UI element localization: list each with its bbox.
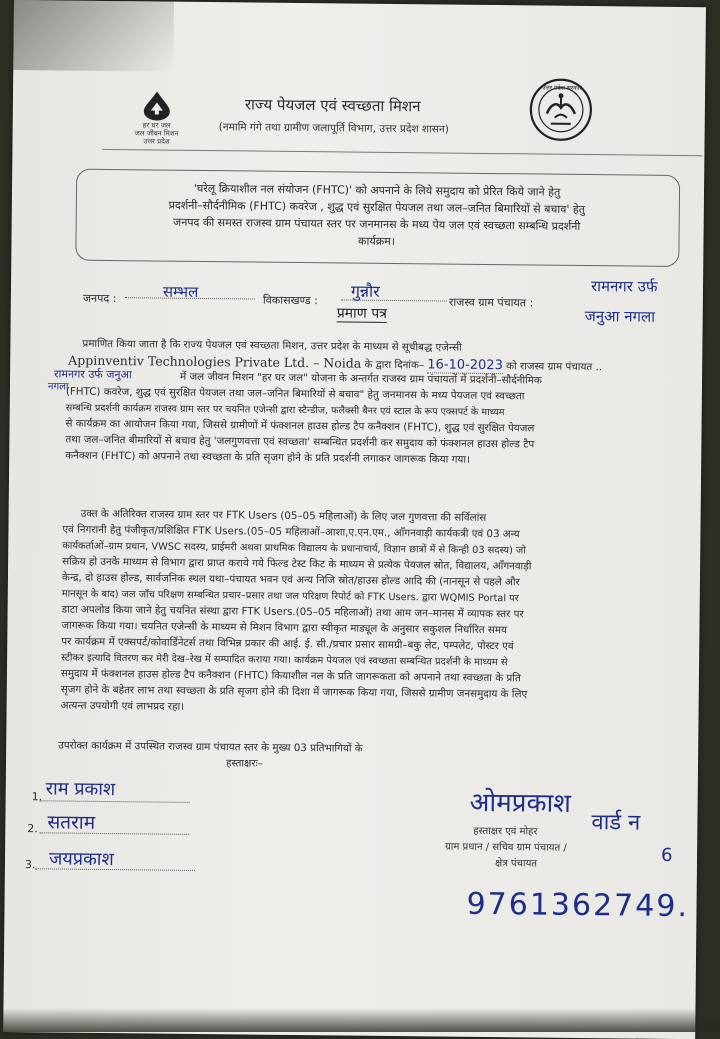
para2-line: जागरूक किया गया। चयनित एजेन्सी के माध्यम से मिशन विभाग द्वारा स्वीकृत माड्यूल के अनुसार सकुशल निर्धारित समय	[61, 619, 681, 641]
participants-intro-2: हस्ताक्षरः–	[226, 756, 263, 772]
ward-number: 6	[661, 845, 673, 866]
phone-number: 9761362749.	[466, 887, 689, 924]
para2-line: मानसून के बाद) जल जाँच परिक्षण सम्बन्धित प्रचार–प्रसार तथा जल परिक्षण रिपोर्ट को FTK Users. द्वारा WQMIS Portal पर	[62, 587, 682, 609]
district-label: जनपद :	[83, 291, 117, 306]
box-line: 'घरेलू क्रियाशील नल संयोजन (FHTC)' को अपनाने के लिये समुदाय को प्रेरित किये जाने हेतु	[86, 179, 668, 202]
block-label: विकासखण्ड :	[263, 293, 318, 309]
block-value: गुन्नौर	[351, 280, 380, 302]
logo-caption-1: हर घर जल	[121, 121, 193, 130]
para2-line: समुदाय में फंक्शनल हाउस होल्ड टैप कनैक्शन (FHTC) कियाशील नल के प्रति जागरूकता को अपनाने तथा स्वच्छता के प्रति	[61, 667, 681, 689]
para2-line: एवं निगरानी हेतु पंजीकृत/प्रशिक्षित FTK Users.(05–05 महिलाओं–आशा,ए.एन.एम., आँगनवाड़ी कार्यकत्री एवं 03 अन्य	[62, 523, 682, 545]
para2-line: केन्द्र, दो हाउस होल्ड, सार्वजनिक स्थल यथा–पंचायत भवन एवं अन्य निजि स्रोत/हाउस होल्ड आदि की (नानसून से पहले और	[62, 571, 682, 593]
photo-shadow	[13, 0, 174, 72]
para2-line: सृजग होने के बहेतर लाभ तथा स्वच्छता के प्रति सृजग होने की दिशा में जागरूक किया गया, जिससे ग्रामीण जनसमुदाय के लिए	[61, 683, 681, 705]
para1-line6: से कार्यक्रम का आयोजन किया गया, जिससे ग्रामीणों में फंक्शनल हाउस होल्ड टैप कनैक्शन (FHTC), शुद्ध एवं सुरक्षित पेयजल	[65, 417, 685, 439]
signature-designation: ग्राम प्रधान / सचिव ग्राम पंचायत /	[445, 839, 567, 854]
har-ghar-jal-logo	[120, 89, 193, 146]
para1-date-label: के द्वारा दिनांक–	[364, 359, 424, 372]
mission-title: राज्य पेयजल एवं स्वच्छता मिशन	[245, 94, 421, 116]
para1-line8: कनैक्शन (FHTC) को अपनाने तथा स्वच्छता के प्रति सृजग होने के प्रति प्रदर्शनी लगाकर जागरूक किया गया।	[65, 449, 685, 471]
event-date: 16-10-2023	[427, 357, 503, 374]
participant-1-signature: राम प्रकाश	[46, 776, 116, 801]
logo-caption-2: जल जीवन मिशन	[121, 129, 193, 138]
up-government-emblem	[529, 77, 594, 146]
logo-caption-3: उत्तर प्रदेश	[120, 137, 192, 146]
header-divider	[102, 149, 702, 156]
para1-line5: सम्बन्धि प्रदर्शनी कार्यक्रम राजस्व ग्राम स्तर पर चयनित एजेन्सी द्वारा स्टैन्डीज, फलैक्सी बैनर एवं स्टाल के रूप एक्सपर्ट के माध्यम	[66, 401, 686, 423]
mission-subtitle: (नमामि गंगे तथा ग्रामीण जलापूर्ति विभाग, उत्तर प्रदेश शासन)	[219, 120, 449, 136]
gram-panchayat-value: रामनगर उर्फ	[591, 276, 658, 297]
participant-num: 3.	[25, 858, 36, 871]
box-line: जनपद की समस्त राजस्व ग्राम पंचायत स्तर पर जनमानस के मध्य पेय जल एवं स्वच्छता सम्बन्धि प्रदर्शनी	[86, 213, 668, 236]
para2-line: उक्त के अतिरिक्त राजस्व ग्राम स्तर पर FTK Users (05–05 महिलाओं) के लिए जल गुणवत्ता की सर्विलांस	[81, 507, 681, 529]
signature-label: हस्ताक्षर एवं मोहर	[473, 823, 537, 838]
program-title-text	[85, 179, 668, 253]
para1-line7: तथा जल–जनित बीमारियों से बचाव हेतु 'जलगुणवत्ता एवं स्वच्छता' सम्बन्धित प्रदर्शनी कर समुदाय को फंक्शनल हाउस होल्ड टैप	[65, 433, 685, 455]
district-value: सम्भल	[163, 282, 199, 302]
photo-bottom-edge	[0, 1008, 720, 1032]
water-drop-icon	[140, 89, 174, 121]
signature-designation-2: क्षेत्र पंचायत	[495, 855, 537, 869]
para1-line2-end: को राजस्व ग्राम पंचायत ..	[506, 360, 602, 373]
para1-line1: प्रमाणित किया जाता है कि राज्य पेयजल एवं स्वच्छता मिशन, उत्तर प्रदेश के माध्यम से सूचीबद्ध एजेन्सी	[82, 337, 682, 359]
participant-num: 2.	[27, 822, 38, 835]
document-sheet	[3, 0, 706, 1039]
para2-line: कार्यकर्ताओं–ग्राम प्रधान, VWSC सदस्य, प्राईमरी अथवा प्राथमिक विद्यालय के प्रधानाचार्य, विज्ञान छात्रों में से किन्ही 03 सदस्य) जो	[62, 539, 682, 561]
box-line: कार्यक्रम।	[85, 230, 667, 253]
para1-line4: (FHTC) कवरेज, शुद्ध एवं सुरक्षित पेयजल तथा जल–जनित बिमारियों से बचाव" हेतु जनमानस के मध्य पेयजल एवं स्वच्छता	[66, 385, 686, 407]
para2-line: स्टीकर इत्यादि वितरण कर मेरी देख–रेख में सम्पादित कराया गया। कार्यक्रम पेयजल एवं स्वच्छता सम्बन्धित प्रदर्शनी के माध्यम से	[61, 651, 681, 673]
certificate-title: प्रमाण पत्र	[337, 303, 387, 323]
participant-3-signature: जयप्रकाश	[49, 846, 114, 871]
para1-gram-panchayat-2: नगला	[48, 378, 69, 392]
emblem-text: उत्तर प्रदेश सरकार	[537, 83, 587, 92]
box-line: प्रदर्शनी–सौर्दनीमिक (FHTC) कवरेज , शुद्ध एवं सुरक्षित पेयजल तथा जल–जनित बिमारियों से बचाव' हेतु	[86, 196, 668, 219]
para2-line: अत्यन्त उपयोगी एवं लाभप्रद रहा।	[61, 699, 681, 721]
agency-name: Appinventiv Technologies Private Ltd. – Noida	[68, 353, 361, 371]
gram-panchayat-value-2: जनुआ नगला	[585, 306, 656, 327]
para2-line: डाटा अपलोड किया जाने हेतु चयनित संस्था द्वारा FTK Users.(05–05 महिलाओं) तथा आम जन–मानस में व्यापक स्तर पर	[62, 603, 682, 625]
para2-line: पर कार्यक्रम में एक्सपर्ट/कोवार्डिनेटर्स तथा विभिन्न प्रकार की आई. ई. सी./प्रचार प्रसार सामग्री–बकु लेट, पम्पलेट, पोस्टर एवं	[61, 635, 681, 657]
para1-line3: में जल जीवन मिशन "हर घर जल" योजना के अन्तर्गत राजस्व ग्राम पंचायतों में प्रदर्शनी–सौर्दनीमिक	[180, 370, 686, 391]
pradhan-signature: ओमप्रकाश	[469, 783, 571, 820]
gram-panchayat-label: राजस्व ग्राम पंचायत :	[449, 295, 534, 311]
participant-2-signature: सतराम	[47, 808, 95, 834]
participants-intro: उपरोक्त कार्यक्रम में उपस्थित राजस्व ग्राम पंचायत स्तर के मुख्य 03 प्रतिभागियों के	[58, 739, 578, 760]
ward-handwriting: वार्ड न	[591, 806, 640, 837]
para2-line: सक्रिय हो उनके माध्यम से विभाग द्वारा प्राप्त कराये गये फिल्ड टेस्ट किट के माध्यम से प्रत्येक पेयजल स्रोत, विद्यालय, आँगनवाड़ी	[62, 555, 682, 577]
participant-num: 1.	[32, 790, 43, 803]
para1-gram-panchayat: रामनगर उर्फ जनुआ	[54, 366, 132, 382]
